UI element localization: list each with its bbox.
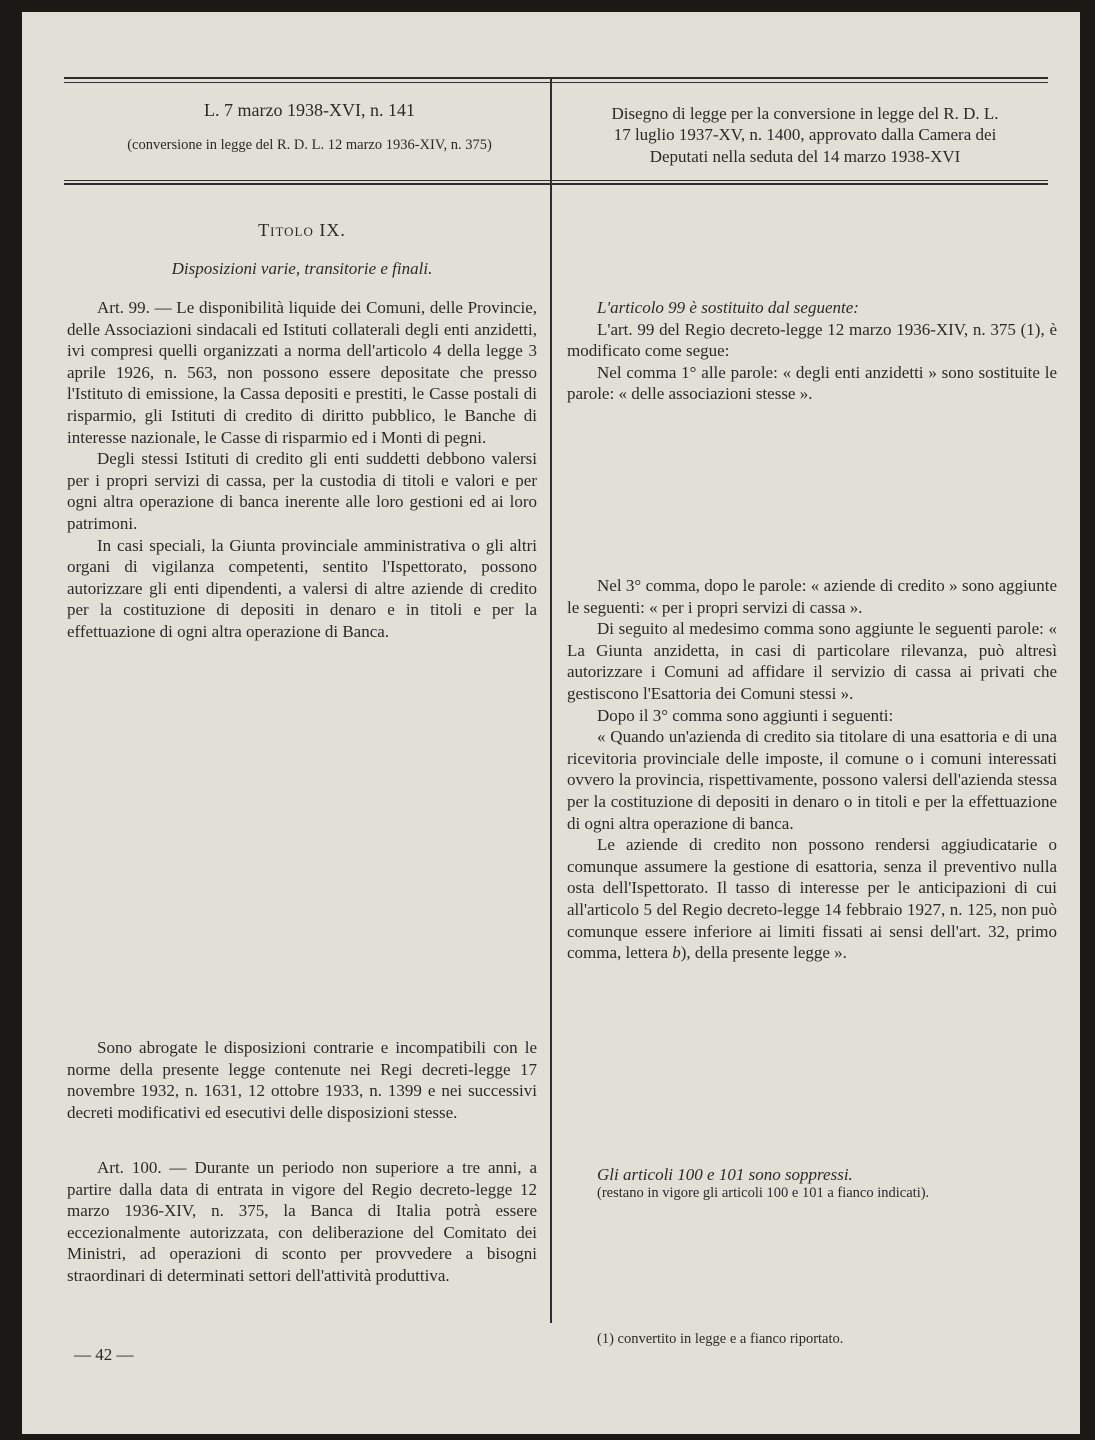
- footnote: (1) convertito in legge e a fianco riportato.: [597, 1331, 844, 1347]
- art-100-text: [67, 1157, 537, 1287]
- art-99-paragraph-3: In casi speciali, la Giunta provinciale amministrativa o gli altri organi di vigilanza competenti, sentito l'Ispettorato, possono autorizzare gli enti dipendenti, a valersi di altre aziende di credito per la costituzione di depositi in denaro e in titoli e per la effettuazione di ogni altra operazione di Banca.: [67, 535, 537, 641]
- header-right-title-line-1: Disegno di legge per la conversione in legge del R. D. L.: [611, 104, 999, 123]
- column-divider: [550, 78, 552, 1323]
- mid-paragraph-4: « Quando un'azienda di credito sia titolare di una esattoria e di una ricevitoria provinciale delle imposte, il comune o i comuni interessati ovvero la provincia, rispettivamente, possono valersi dell'azienda stessa per la costituzione di depositi in denaro o in titoli e per la effettuazione di ogni altra operazione di banca.: [567, 727, 1057, 833]
- soppressi-note: [567, 1164, 1057, 1186]
- mid-paragraph-2: Di seguito al medesimo comma sono aggiunte le seguenti parole: « La Giunta anzidetta, in casi di particolare rilevanza, può altresì autorizzare i Comuni ad affidare il servizio di cassa ai privati che gestiscono l'Esattoria dei Comuni stessi ».: [567, 619, 1057, 703]
- art-100-paragraph: Art. 100. — Durante un periodo non superiore a tre anni, a partire dalla data di entrata in vigore del Regio decreto-legge 12 marzo 1936-XIV, n. 375, la Banca di Italia potrà essere eccezionalmente autorizzata, con deliberazione del Comitato dei Ministri, ad operazioni di sconto per provvedere a bisogni straordinari di determinati settori dell'attività produttiva.: [67, 1158, 537, 1285]
- header-left-subtitle: (conversione in legge del R. D. L. 12 marzo 1936-XIV, n. 375): [127, 137, 492, 153]
- art-99-amendment-intro: [567, 297, 1057, 405]
- header-top-rule: [64, 77, 1048, 79]
- mid-paragraph-1: Nel 3° comma, dopo le parole: « aziende di credito » sono aggiunte le seguenti: « per i propri servizi di cassa ».: [567, 576, 1057, 617]
- mid-paragraph-5: [567, 834, 1057, 964]
- titolo-subtitle: [67, 258, 537, 280]
- abrogate-paragraph: Sono abrogate le disposizioni contrarie e incompatibili con le norme della presente legge contenute nei Regi decreti-legge 17 novembre 1932, n. 1631, 12 ottobre 1933, n. 1399 e nei successivi decreti modificativi ed esecutivi delle disposizioni stesse.: [67, 1038, 537, 1122]
- intro-italic-line: [567, 297, 1057, 319]
- header-bottom-rule: [64, 180, 1048, 181]
- soppressi-text: Gli articoli 100 e 101 sono soppressi.: [597, 1165, 853, 1184]
- art-99-amendment-comma-3: [567, 575, 1057, 964]
- art-99-paragraph-1: Art. 99. — Le disponibilità liquide dei Comuni, delle Provincie, delle Associazioni sindacali ed Istituti collaterali degli enti anzidetti, ivi compresi quelli organizzati a norma dell'articolo 4 della legge 3 aprile 1926, n. 563, non possono essere depositate che presso l'Istituto di emissione, la Cassa depositi e prestiti, le Casse postali di risparmio, gli Istituti di credito di diritto pubblico, le Banche di interesse nazionale, le Casse di risparmio ed i Monti di pegni.: [67, 298, 537, 447]
- mid-paragraph-5-a: Le aziende di credito non possono rendersi aggiudicatarie o comunque assumere la gestione di esattoria, senza il preventivo nulla osta dell'Ispettorato. Il tasso di interesse per le anticipazioni di cui all'articolo 5 del Regio decreto-legge 14 febbraio 1927, n. 125, non può comunque essere inferiore ai limiti fissati ai sensi dell'art. 32, primo comma, lettera: [567, 835, 1057, 963]
- soppressi-line: [567, 1164, 1057, 1186]
- header-right-title-line-2: 17 luglio 1937-XV, n. 1400, approvato dalla Camera dei: [613, 125, 997, 144]
- intro-paragraph-1: L'art. 99 del Regio decreto-legge 12 marzo 1936-XIV, n. 375 (1), è modificato come segue:: [567, 319, 1057, 361]
- document-page: [22, 12, 1080, 1434]
- intro-italic-text: L'articolo 99 è sostituito dal seguente:: [597, 298, 859, 317]
- intro-paragraph-2: Nel comma 1° alle parole: « degli enti anzidetti » sono sostituite le parole: « delle associazioni stesse ».: [567, 362, 1057, 404]
- abrogate-text: [67, 1037, 537, 1123]
- restano-note: (restano in vigore gli articoli 100 e 101 a fianco indicati).: [597, 1185, 930, 1201]
- mid-paragraph-5-c: ), della presente legge ».: [680, 943, 847, 963]
- header-top-rule-thin: [64, 82, 1048, 83]
- header-left-title: L. 7 marzo 1938-XVI, n. 141: [204, 100, 415, 120]
- art-99-paragraph-2: Degli stessi Istituti di credito gli enti suddetti debbono valersi per i propri servizi di cassa, per la custodia di titoli e valori e per ogni altra operazione di banca inerente alle loro gestioni ed ai loro patrimoni.: [67, 449, 537, 533]
- page-number: — 42 —: [74, 1345, 134, 1364]
- titolo-subtitle-text: Disposizioni varie, transitorie e finali.: [171, 259, 433, 278]
- mid-paragraph-5-letter: b: [672, 943, 681, 963]
- header-right-title-line-3: Deputati nella seduta del 14 marzo 1938-XVI: [649, 147, 961, 166]
- mid-paragraph-3: Dopo il 3° comma sono aggiunti i seguenti:: [597, 705, 894, 725]
- art-99-text: [67, 297, 537, 643]
- titolo-heading: Titolo IX.: [258, 220, 346, 240]
- header-bottom-rule-thick: [64, 183, 1048, 185]
